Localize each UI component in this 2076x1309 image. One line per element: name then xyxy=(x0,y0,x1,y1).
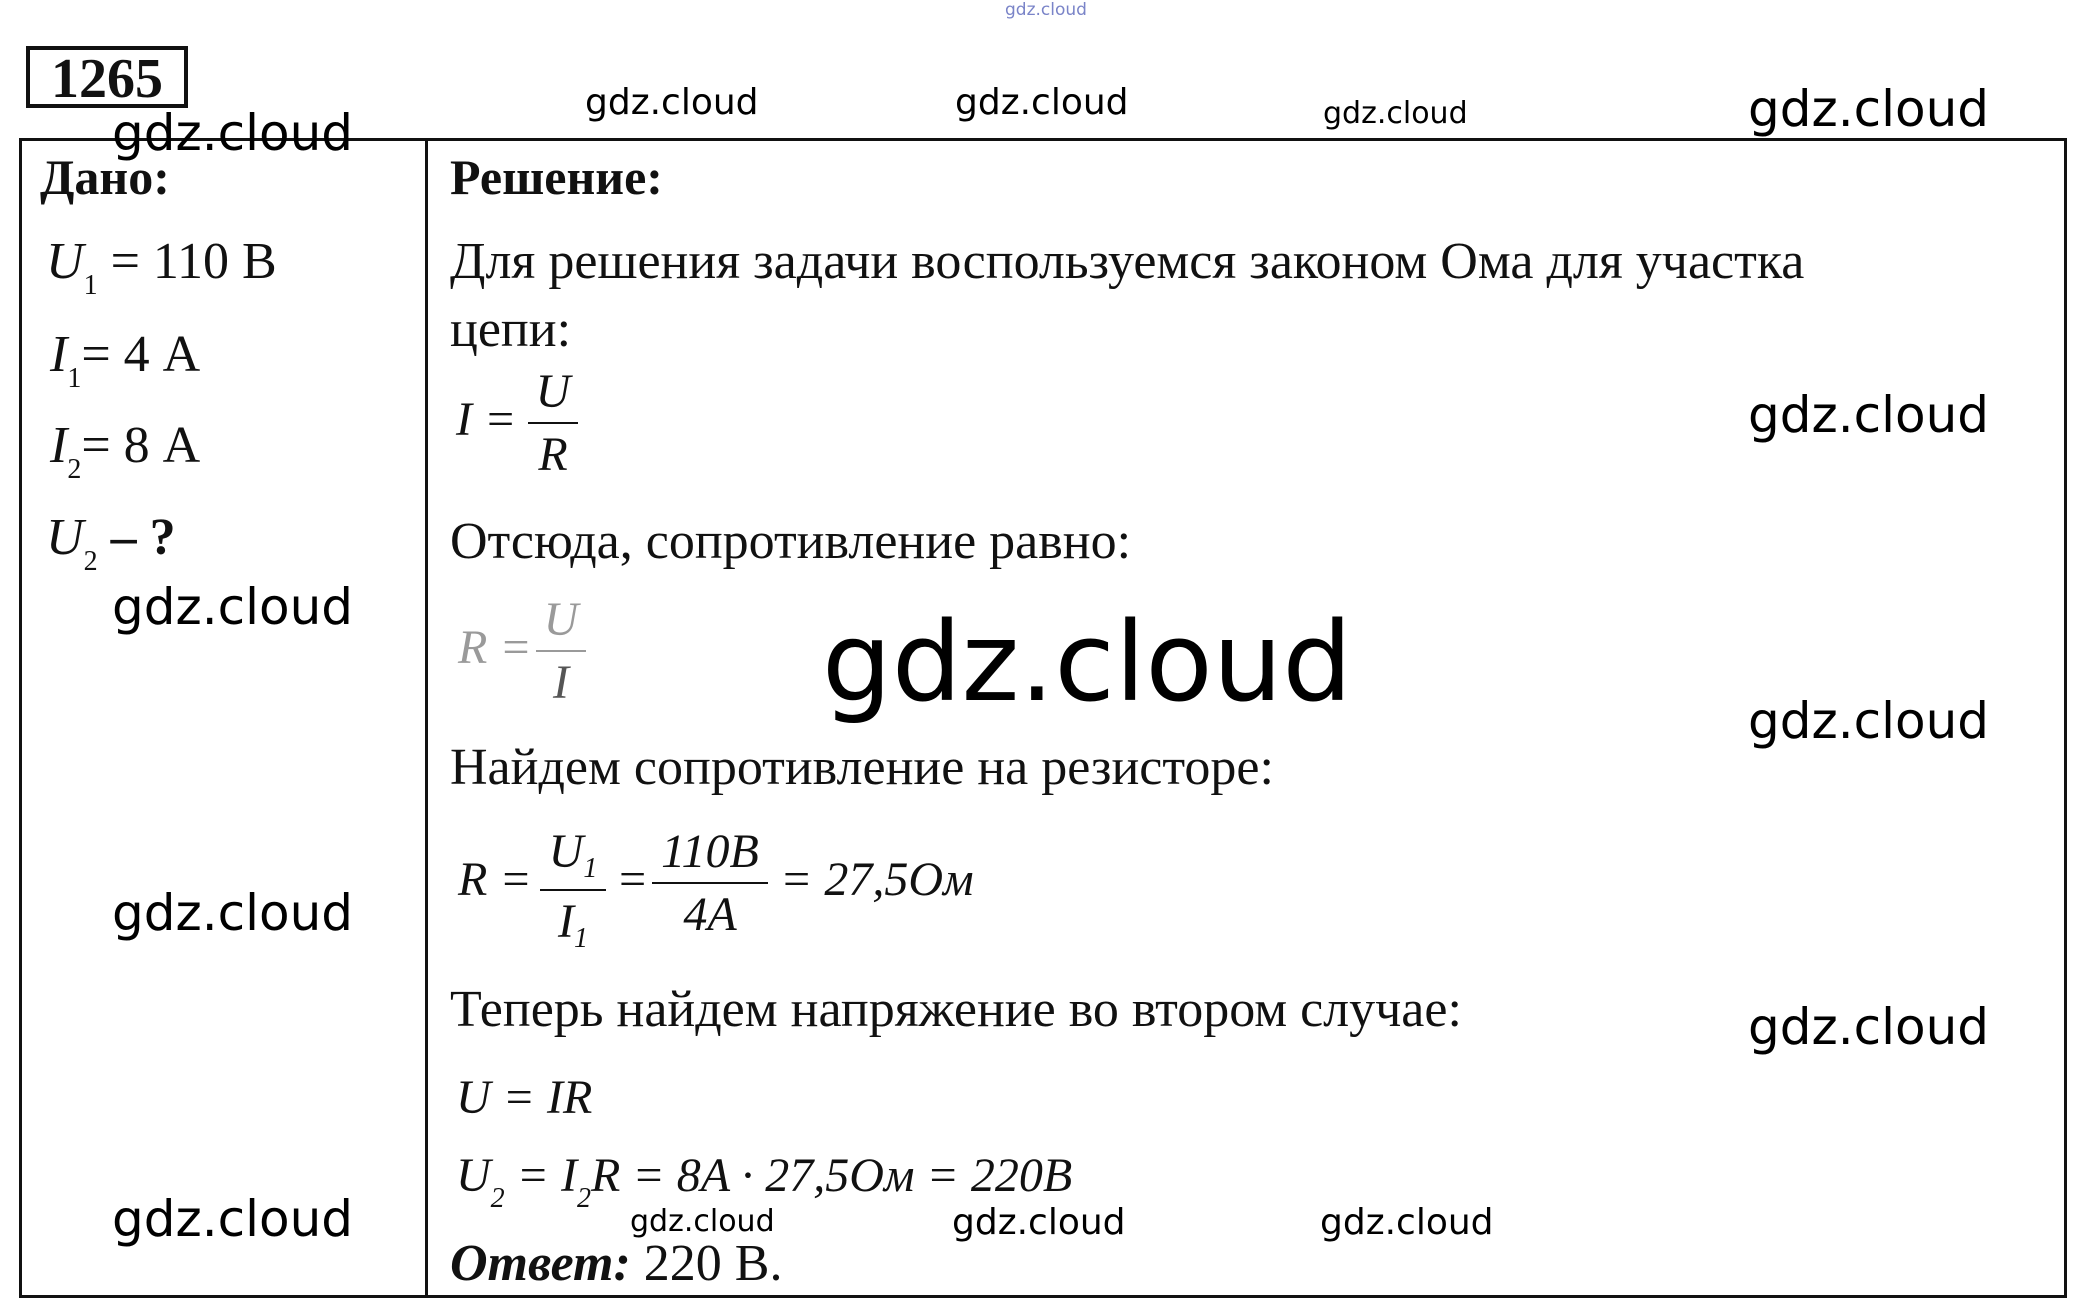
formula5-i-sub: 2 xyxy=(577,1183,592,1214)
formula3-eq: = xyxy=(616,853,649,906)
formula3-num1-symbol: U xyxy=(548,825,584,878)
watermark: gdz.cloud xyxy=(1320,1202,1494,1243)
formula3-den1-symbol: I xyxy=(558,895,574,948)
i1-value: = 4 А xyxy=(81,326,201,383)
given-i2 xyxy=(50,416,201,485)
formula3-fraction2 xyxy=(652,822,768,946)
i2-sub: 2 xyxy=(67,454,82,485)
i1-symbol: I xyxy=(50,326,68,383)
u1-sub: 1 xyxy=(83,270,98,301)
formula3-lhs: R = xyxy=(458,853,532,906)
formula1-num: U xyxy=(528,362,578,424)
given-u1 xyxy=(46,232,277,301)
given-u2 xyxy=(46,508,176,577)
watermark: gdz.cloud xyxy=(952,1202,1126,1243)
answer-label: Ответ: xyxy=(450,1235,631,1292)
u2-value: – ? xyxy=(110,509,176,566)
watermark: gdz.cloud xyxy=(955,82,1129,123)
formula2-num: U xyxy=(536,590,586,652)
formula5 xyxy=(456,1148,1073,1214)
given-title: Дано: xyxy=(40,149,170,205)
i2-symbol: I xyxy=(50,417,68,474)
formula5-rest: R = 8A · 27,5Ом = 220B xyxy=(591,1149,1073,1202)
solution-line3: Отсюда, сопротивление равно: xyxy=(450,513,1132,570)
formula3-num1-sub: 1 xyxy=(583,853,598,884)
watermark: gdz.cloud xyxy=(112,104,354,162)
formula1-fraction xyxy=(528,362,578,486)
u2-symbol: U xyxy=(46,509,84,566)
formula5-u: U xyxy=(456,1149,491,1202)
given-i1 xyxy=(50,325,201,394)
formula3-den2: 4A xyxy=(683,888,737,941)
formula3-result: = 27,5Ом xyxy=(780,853,974,906)
formula3-fraction1 xyxy=(540,822,606,960)
watermark: gdz.cloud xyxy=(1323,96,1468,131)
formula2-lhs: R = xyxy=(458,621,532,674)
solution-line4: Найдем сопротивление на резисторе: xyxy=(450,739,1274,796)
solution-line2: цепи: xyxy=(450,301,572,358)
table-divider xyxy=(425,138,428,1298)
watermark: gdz.cloud xyxy=(585,82,759,123)
i2-value: = 8 А xyxy=(81,417,201,474)
formula2-fraction xyxy=(536,590,586,714)
answer xyxy=(450,1234,782,1293)
watermark: gdz.cloud xyxy=(1748,80,1990,138)
watermark: gdz.cloud xyxy=(1748,692,1990,750)
watermark: gdz.cloud xyxy=(112,884,354,942)
formula5-u-sub: 2 xyxy=(490,1183,505,1214)
formula1-den: R xyxy=(538,428,568,481)
watermark: gdz.cloud xyxy=(1748,998,1990,1056)
watermark: gdz.cloud xyxy=(630,1204,775,1239)
solution-line1: Для решения задачи воспользуемся законом Ома для участка xyxy=(450,233,1805,290)
watermark: gdz.cloud xyxy=(112,1190,354,1248)
watermark-top: gdz.cloud xyxy=(1005,0,1087,20)
formula3-num2: 110B xyxy=(652,822,768,884)
formula2-den: I xyxy=(553,656,569,709)
formula3-den1-sub: 1 xyxy=(573,923,588,954)
formula3-num1 xyxy=(540,822,606,891)
u1-value: = 110 В xyxy=(110,233,277,290)
u2-sub: 2 xyxy=(83,546,98,577)
problem-number: 1265 xyxy=(26,46,188,108)
formula5-mid: = I xyxy=(516,1149,578,1202)
watermark: gdz.cloud xyxy=(112,578,354,636)
formula3-den1 xyxy=(540,891,606,960)
u1-symbol: U xyxy=(46,233,84,290)
answer-value: 220 В. xyxy=(643,1235,783,1292)
solution-line5: Теперь найдем напряжение во втором случае: xyxy=(450,981,1462,1038)
solution-title: Решение: xyxy=(450,149,663,205)
watermark: gdz.cloud xyxy=(1748,386,1990,444)
formula4: U = IR xyxy=(456,1071,593,1124)
watermark-center: gdz.cloud xyxy=(822,598,1353,726)
formula1-lhs: I = xyxy=(456,393,517,446)
i1-sub: 1 xyxy=(67,363,82,394)
